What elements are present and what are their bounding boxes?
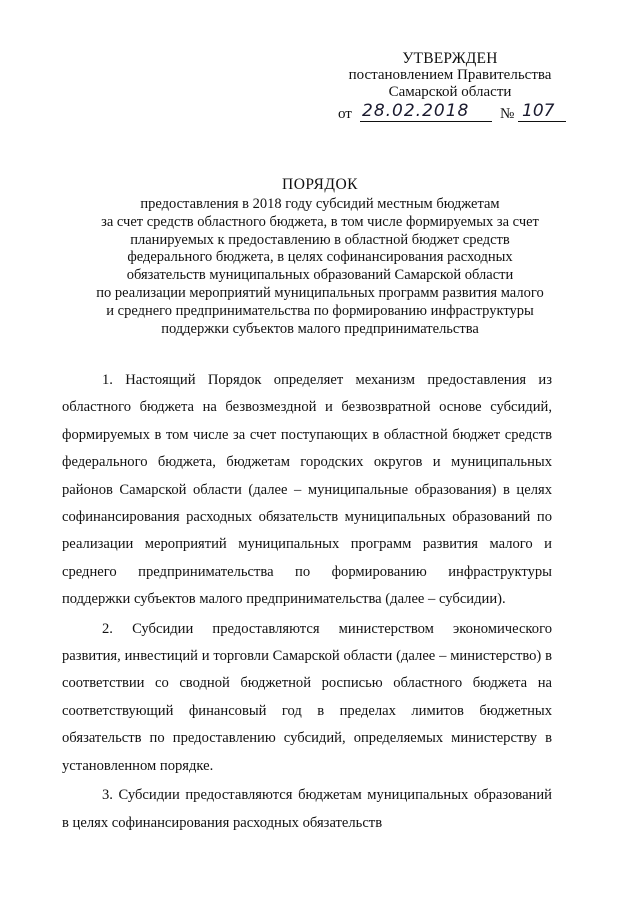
handwritten-number: 107 bbox=[518, 102, 566, 122]
subtitle-line: поддержки субъектов малого предпринимательства bbox=[161, 320, 479, 337]
handwritten-date: 28.02.2018 bbox=[360, 102, 492, 122]
approval-line-2: Самарской области bbox=[388, 84, 512, 100]
number-sign: № bbox=[500, 106, 515, 122]
approval-line-1: постановлением Правительства bbox=[348, 67, 552, 83]
paragraph-1: 1. Настоящий Порядок определяет механизм предоставления из областного бюджета на безвозмездной и безвозвратной основе субсидий, формируемых в том числе за счет поступающих в областной бюджет средств федерального бюджета, бюджетам городских округов и муниципальных районов Самарской области (далее – муниципальные образования) в целях софинансирования расходных обязательств муниципальных образований по реализации мероприятий муниципальных программ развития малого и среднего предпринимательства по формированию инфраструктуры поддержки субъектов малого предпринимательства (далее – субсидии). bbox=[62, 372, 552, 608]
approval-block bbox=[330, 50, 570, 124]
approved-heading: УТВЕРЖДЕН bbox=[402, 50, 498, 67]
paragraph-2: 2. Субсидии предоставляются министерством экономического развития, инвестиций и торговли Самарской области (далее – министерство) в соответствии со сводной бюджетной росписью областного бюджета на соответствующий финансовый год в пределах лимитов бюджетных обязательств по предоставлению субсидий, определяемых министерству в установленном порядке. bbox=[62, 620, 552, 774]
subtitle-line: за счет средств областного бюджета, в том числе формируемых за счет bbox=[101, 213, 539, 230]
subtitle-line: планируемых к предоставлению в областной бюджет средств bbox=[130, 231, 510, 248]
document-subtitle bbox=[60, 196, 580, 338]
approval-date-number-line bbox=[330, 102, 570, 124]
subtitle-line: обязательств муниципальных образований Самарской области bbox=[126, 267, 514, 284]
date-prefix: от bbox=[338, 106, 352, 122]
subtitle-line: предоставления в 2018 году субсидий местным бюджетам bbox=[140, 196, 500, 212]
subtitle-line: федерального бюджета, в целях софинансирования расходных bbox=[127, 249, 513, 266]
subtitle-line: по реализации мероприятий муниципальных программ развития малого bbox=[96, 284, 544, 301]
document-title: ПОРЯДОК bbox=[282, 176, 358, 193]
subtitle-line: и среднего предпринимательства по формированию инфраструктуры bbox=[106, 302, 534, 319]
document-body bbox=[62, 367, 552, 839]
paragraph-3: 3. Субсидии предоставляются бюджетам муниципальных образований в целях софинансирования расходных обязательств bbox=[62, 787, 552, 831]
